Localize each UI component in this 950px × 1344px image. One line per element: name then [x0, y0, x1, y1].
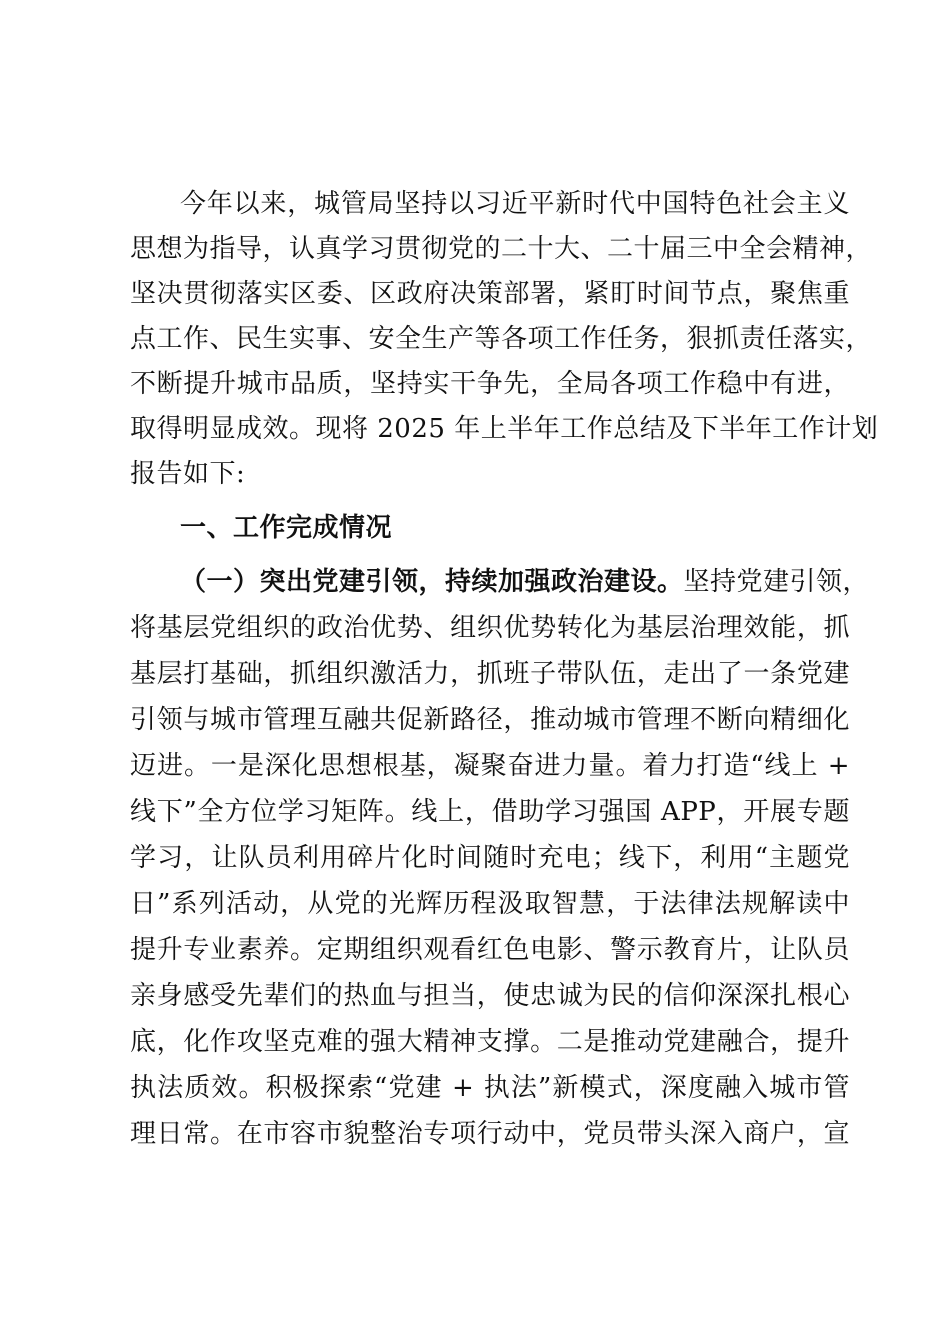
- paragraph-1-line-7: 报告如下:: [130, 459, 246, 489]
- paragraph-2-line-2: 将基层党组织的政治优势、组织优势转化为基层治理效能，抓: [130, 613, 850, 643]
- paragraph-2-line-13: 理日常。在市容市貌整治专项行动中，党员带头深入商户，宣: [130, 1119, 850, 1149]
- paragraph-1-line-5: 不断提升城市品质，坚持实干争先，全局各项工作稳中有进，: [130, 369, 850, 399]
- paragraph-2-line-3: 基层打基础，抓组织激活力，抓班子带队伍，走出了一条党建: [130, 659, 850, 689]
- paragraph-2-line-5: 迈进。一是深化思想根基，凝聚奋进力量。着力打造“线上 +: [130, 751, 850, 781]
- paragraph-2-line-11: 底，化作攻坚克难的强大精神支撑。二是推动党建融合，提升: [130, 1027, 850, 1057]
- paragraph-2-lead-rest: 坚持党建引领，: [683, 567, 870, 597]
- paragraph-1-line-1: 今年以来，城管局坚持以习近平新时代中国特色社会主义: [180, 189, 850, 219]
- paragraph-2-line-1: [180, 560, 870, 604]
- paragraph-2-line-12: 执法质效。积极探索“党建 + 执法”新模式，深度融入城市管: [130, 1073, 850, 1103]
- paragraph-2-line-8: 日”系列活动，从党的光辉历程汲取智慧，于法律法规解读中: [130, 889, 850, 919]
- section-heading: 一、工作完成情况: [180, 513, 393, 543]
- paragraph-1-line-4: 点工作、民生实事、安全生产等各项工作任务，狠抓责任落实，: [130, 324, 873, 354]
- paragraph-2-line-7: 学习，让队员利用碎片化时间随时充电；线下，利用“主题党: [130, 843, 850, 873]
- paragraph-2-line-6: 线下”全方位学习矩阵。线上，借助学习强国 APP，开展专题: [130, 797, 850, 827]
- paragraph-1-line-6: 取得明显成效。现将 2025 年上半年工作总结及下半年工作计划: [130, 414, 879, 444]
- paragraph-2-line-10: 亲身感受先辈们的热血与担当，使忠诚为民的信仰深深扎根心: [130, 981, 850, 1011]
- paragraph-1-line-2: 思想为指导，认真学习贯彻党的二十大、二十届三中全会精神，: [130, 234, 873, 264]
- paragraph-1-line-3: 坚决贯彻落实区委、区政府决策部署，紧盯时间节点，聚焦重: [130, 279, 850, 309]
- paragraph-2-line-4: 引领与城市管理互融共促新路径，推动城市管理不断向精细化: [130, 705, 850, 735]
- paragraph-2-line-9: 提升专业素养。定期组织观看红色电影、警示教育片，让队员: [130, 935, 850, 965]
- subsection-heading: （一）突出党建引领，持续加强政治建设。: [180, 567, 684, 597]
